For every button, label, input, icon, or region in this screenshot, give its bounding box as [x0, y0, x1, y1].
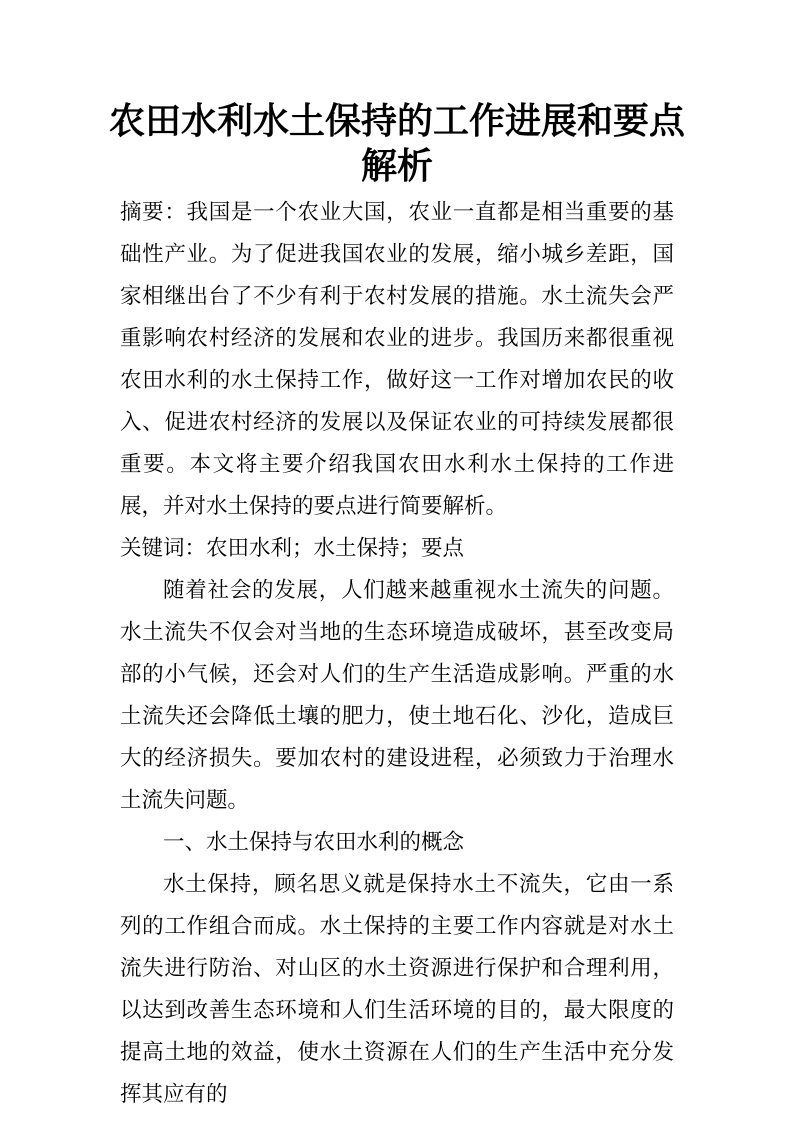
abstract-paragraph: 摘要：我国是一个农业大国，农业一直都是相当重要的基础性产业。为了促进我国农业的发展，缩小城乡差距，国家相继出台了不少有利于农村发展的措施。水土流失会严重影响农村经济的发展和农业的进步。我国历来都很重视农田水利的水土保持工作，做好这一工作对增加农民的收入、促进农村经济的发展以及保证农业的可持续发展都很重要。本文将主要介绍我国农田水利水土保持的工作进展，并对水土保持的要点进行简要解析。	[120, 200, 674, 519]
document-title: 农田水利水土保持的工作进展和要点解析	[108, 100, 685, 187]
section-heading: 一、水土保持与农田水利的概念	[163, 830, 465, 855]
keywords-line: 关键词：农田水利；水土保持；要点	[120, 536, 465, 561]
intro-paragraph: 随着社会的发展，人们越来越重视水土流失的问题。水土流失不仅会对当地的生态环境造成破坏，甚至改变局部的小气候，还会对人们的生产生活造成影响。严重的水土流失还会降低土壤的肥力，使土地石化、沙化，造成巨大的经济损失。要加农村的建设进程，必须致力于治理水土流失问题。	[120, 578, 674, 813]
document-body	[120, 192, 674, 1116]
section-paragraph: 水土保持，顾名思义就是保持水土不流失，它由一系列的工作组合而成。水土保持的主要工作内容就是对水土流失进行防治、对山区的水土资源进行保护和合理利用，以达到改善生态环境和人们生活环境的目的，最大限度的提高土地的效益，使水土资源在人们的生产生活中充分发挥其应有的	[120, 872, 674, 1107]
